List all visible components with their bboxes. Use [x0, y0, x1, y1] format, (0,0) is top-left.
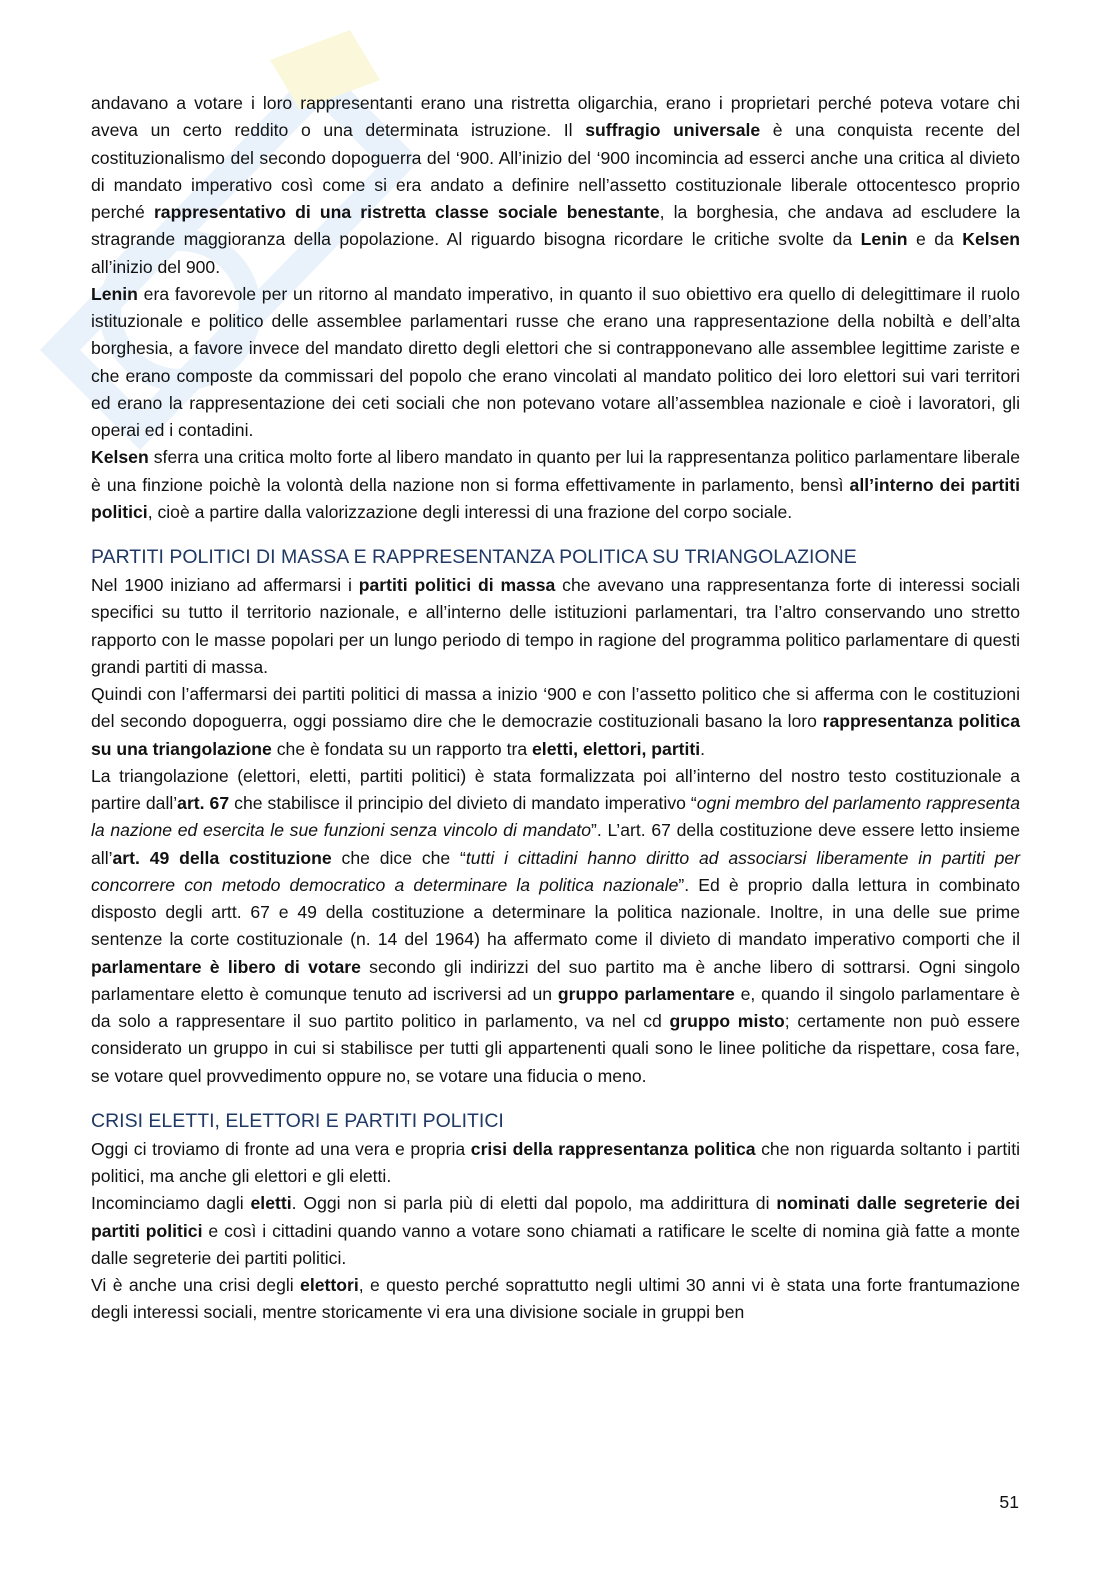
text-run: e così i cittadini quando vanno a votare sono chiamati a ratificare le scelte di nomina già fatte a monte dalle segreterie dei partiti politici.: [91, 1220, 1021, 1268]
text-run: andavano a votare i loro rappresentanti erano una ristretta oligarchia, erano i proprietari perché poteva votare chi aveva un certo reddito o una determinata istruzione. Il: [91, 93, 1020, 141]
paragraph: [91, 90, 1020, 281]
paragraph: [91, 281, 1020, 445]
paragraph: [91, 681, 1020, 763]
bold-text: Kelsen: [962, 229, 1020, 250]
text-run: . Oggi non si parla più di eletti dal popolo, ma addirittura di: [291, 1193, 777, 1214]
bold-text: art. 67: [177, 793, 230, 813]
italic-quote: tutti i cittadini hanno diritto ad associarsi liberamente in partiti per concorrere con metodo democratico a determinare la politica nazionale: [91, 847, 1021, 895]
text-run: , cioè a partire dalla valorizzazione degli interessi di una frazione del corpo sociale.: [147, 501, 793, 522]
bold-text: eletti, elettori, partiti: [532, 738, 701, 759]
page-number: 51: [999, 1492, 1019, 1512]
paragraph: [91, 572, 1020, 681]
text-run: che dice che “: [331, 847, 466, 868]
page-content: [91, 90, 1020, 1327]
paragraph: [91, 1190, 1020, 1272]
bold-text: gruppo misto: [669, 1011, 785, 1031]
bold-text: Lenin: [91, 283, 138, 304]
bold-text: eletti: [250, 1193, 292, 1214]
bold-text: nominati dalle segreterie dei partiti politici: [91, 1193, 1021, 1241]
text-run: che non riguarda soltanto i partiti politici, ma anche gli elettori e gli eletti.: [91, 1138, 1020, 1186]
bold-text: parlamentare è libero di votare: [91, 956, 361, 977]
text-run: Oggi ci troviamo di fronte ad una vera e propria: [91, 1138, 471, 1159]
bold-text: elettori: [300, 1275, 359, 1295]
section-heading: PARTITI POLITICI DI MASSA E RAPPRESENTANZA POLITICA SU TRIANGOLAZIONE: [91, 546, 857, 568]
section-heading: CRISI ELETTI, ELETTORI E PARTITI POLITICI: [91, 1109, 504, 1132]
text-run: sferra una critica molto forte al libero mandato in quanto per lui la rappresentanza politico parlamentare liberale è una finzione poichè la volontà della nazione non si forma effettivamente in parlamento, bensì: [91, 447, 1020, 495]
text-run: secondo gli indirizzi del suo partito ma è anche libero di sottrarsi. Ogni singolo parlamentare eletto è comunque tenuto ad iscriversi ad un: [91, 956, 1020, 1004]
text-run: all’inizio del 900.: [91, 256, 221, 277]
bold-text: crisi della rappresentanza politica: [470, 1138, 756, 1159]
text-run: , la borghesia, che andava ad escludere la stragrande maggioranza della popolazione. Al riguardo bisogna ricordare le critiche svolte da: [91, 202, 1021, 250]
italic-quote: ogni membro del parlamento rappresenta la nazione ed esercita le sue funzioni senza vincolo di mandato: [91, 793, 1020, 841]
paragraph: [91, 1136, 1020, 1191]
text-run: ; certamente non può essere considerato un gruppo in cui si stabilisce per tutti gli appartenenti quali sono le linee politiche da rispettare, cosa fare, se votare quel provvedimento oppure no, se votare una fiducia o meno.: [91, 1011, 1020, 1086]
bold-text: all’interno dei partiti politici: [91, 474, 1020, 522]
text-run: Vi è anche una crisi degli: [91, 1275, 301, 1295]
text-run: ”. L’art. 67 della costituzione deve essere letto insieme all’: [91, 820, 1020, 868]
text-run: che stabilisce il principio del divieto di mandato imperativo “: [229, 793, 697, 813]
bold-text: suffragio universale: [585, 120, 761, 141]
text-run: , e questo perché soprattutto negli ultimi 30 anni vi è stata una forte frantumazione degli interessi sociali, mentre storicamente vi era una divisione sociale in gruppi ben: [91, 1275, 1021, 1323]
text-run: .: [700, 738, 706, 759]
text-run: che avevano una rappresentanza forte di interessi sociali specifici su tutto il territorio nazionale, e all’interno delle istituzioni parlamentari, tra l’altro conservando uno stretto rapporto con le masse popolari per un lungo periodo di tempo in ragione del programma politico parlamentare di questi grandi partiti di massa.: [91, 575, 1020, 677]
text-run: che è fondata su un rapporto tra: [271, 738, 533, 759]
bold-text: Kelsen: [91, 447, 149, 468]
bold-text: rappresentanza politica su una triangolazione: [91, 711, 1020, 759]
bold-text: rappresentativo di una ristretta classe sociale benestante: [153, 202, 660, 222]
text-run: e, quando il singolo parlamentare è da solo a rappresentare il suo partito politico in parlamento, va nel cd: [91, 983, 1020, 1031]
text-run: Quindi con l’affermarsi dei partiti politici di massa a inizio ‘900 e con l’assetto politico che si afferma con le costituzioni del secondo dopoguerra, oggi possiamo dire che le democrazie costituzionali basano la loro: [91, 684, 1020, 732]
paragraph: [91, 763, 1020, 1090]
text-run: ”. Ed è proprio dalla lettura in combinato disposto degli artt. 67 e 49 della costituzione a determinare la politica nazionale. Inoltre, in una delle sue prime sentenze la corte costituzionale (n. 14 del 1964) ha affermato come il divieto di mandato imperativo comporti che il: [91, 874, 1020, 950]
text-run: e da: [907, 229, 963, 250]
bold-text: Lenin: [860, 229, 908, 250]
text-run: La triangolazione (elettori, eletti, partiti politici) è stata formalizzata poi all’interno del nostro testo costituzionale a partire dall’: [91, 765, 1020, 813]
text-run: Nel 1900 iniziano ad affermarsi i: [91, 575, 359, 595]
text-run: Incominciamo dagli: [91, 1193, 251, 1214]
paragraph: [91, 444, 1020, 526]
text-run: è una conquista recente del costituzionalismo del secondo dopoguerra del ‘900. All’inizio del ‘900 incomincia ad esserci anche una critica al divieto di mandato imperativo così come si era andato a definire nell’assetto costituzionale liberale ottocentesco proprio perché: [91, 120, 1020, 222]
paragraph: [91, 1272, 1020, 1327]
bold-text: art. 49 della costituzione: [112, 847, 332, 868]
text-run: era favorevole per un ritorno al mandato imperativo, in quanto il suo obiettivo era quello di delegittimare il ruolo istituzionale e politico delle assemblee parlamentari russe che erano una rappresentazione della nobiltà e dell’alta borghesia, a favore invece del mandato diretto degli elettori che si contrapponevano alle assemblee legittime zariste e che erano composte da commissari del popolo che erano vincolati al mandato politico dei loro elettori sui vari territori ed erano la rappresentazione dei ceti sociali che non potevano votare all’assemblea nazionale e cioè i lavoratori, gli operai ed i contadini.: [91, 283, 1020, 440]
bold-text: gruppo parlamentare: [557, 983, 735, 1004]
bold-text: partiti politici di massa: [358, 575, 556, 595]
